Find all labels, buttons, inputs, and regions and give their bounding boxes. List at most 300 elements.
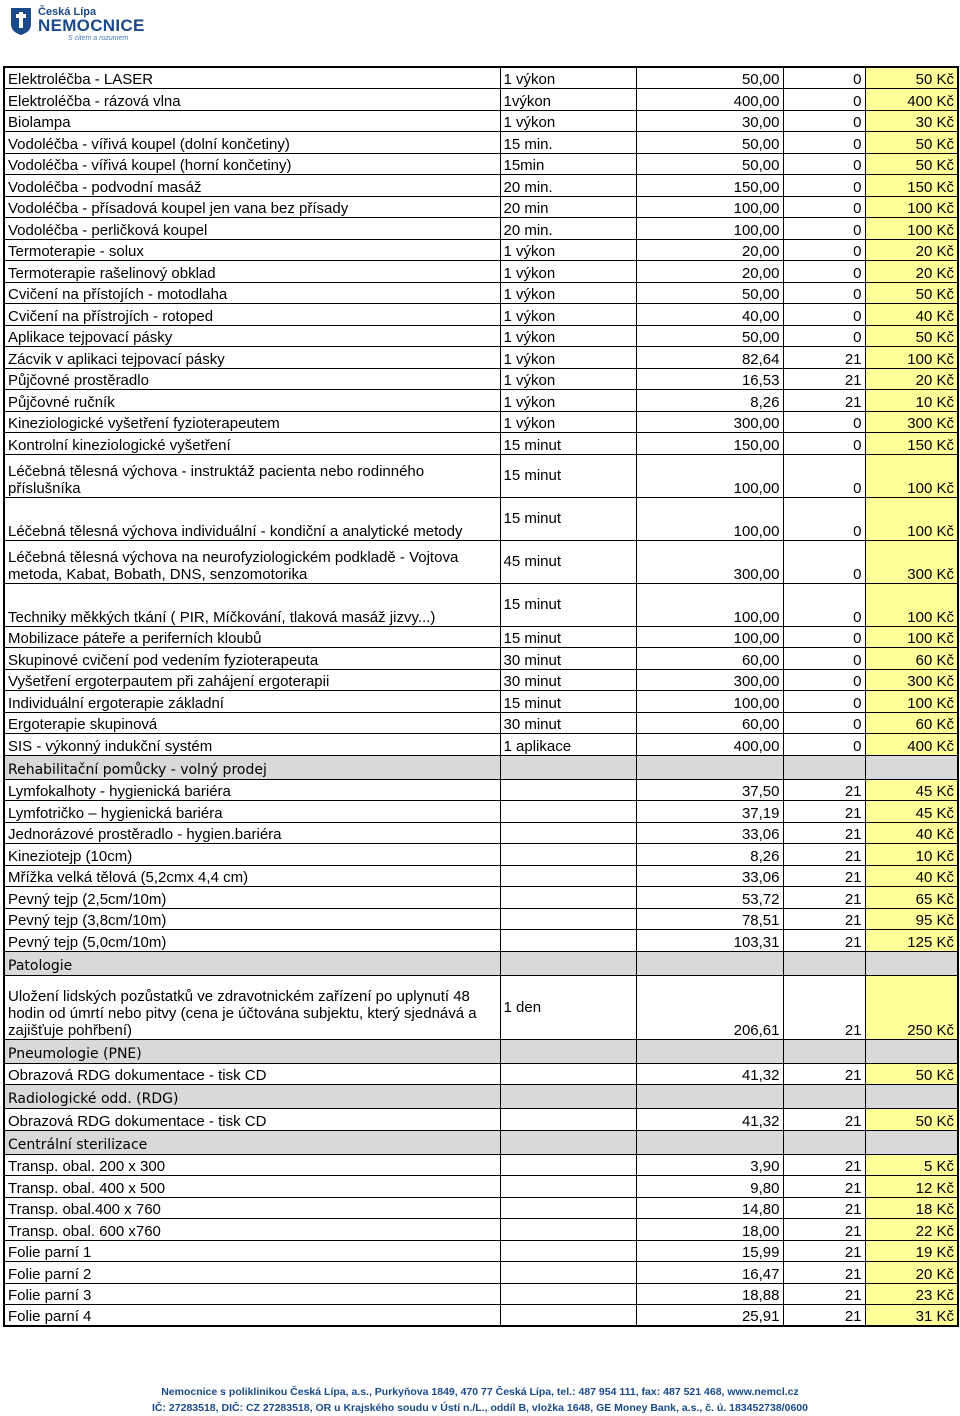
service-name: Pevný tejp (5,0cm/10m) [4,930,500,952]
service-unit: 1 výkon [500,282,636,304]
vat-rate: 21 [783,822,865,844]
base-price: 50,00 [636,67,783,89]
base-price: 37,19 [636,801,783,823]
final-price: 400 Kč [865,89,958,111]
service-name: Léčebná tělesná výchova na neurofyziologickém podkladě - Vojtova metoda, Kabat, Bobath, DNS, senzomotorika [4,540,500,583]
final-price: 20 Kč [865,239,958,261]
vat-rate: 21 [783,1219,865,1241]
service-name: Biolampa [4,110,500,132]
service-name: Transp. obal. 400 x 500 [4,1176,500,1198]
vat-rate: 0 [783,454,865,497]
service-name: Folie parní 4 [4,1305,500,1327]
price-row [4,801,958,823]
final-price: 10 Kč [865,844,958,866]
base-price: 100,00 [636,583,783,626]
section-title: Centrální sterilizace [4,1130,500,1154]
final-price: 30 Kč [865,110,958,132]
service-name: Elektroléčba - rázová vlna [4,89,500,111]
vat-rate: 21 [783,1240,865,1262]
price-list-table [3,66,959,1327]
service-unit: 1 výkon [500,390,636,412]
service-unit: 1 výkon [500,110,636,132]
service-name: Jednorázové prostěradlo - hygien.bariéra [4,822,500,844]
empty-cell [500,951,636,975]
price-row [4,282,958,304]
vat-rate: 21 [783,908,865,930]
price-row [4,1283,958,1305]
base-price: 15,99 [636,1240,783,1262]
price-row [4,347,958,369]
service-name: Obrazová RDG dokumentace - tisk CD [4,1063,500,1085]
vat-rate: 0 [783,304,865,326]
service-unit [500,1197,636,1219]
base-price: 40,00 [636,304,783,326]
vat-rate: 0 [783,175,865,197]
vat-rate: 0 [783,153,865,175]
vat-rate: 0 [783,239,865,261]
empty-cell [865,1130,958,1154]
vat-rate: 0 [783,669,865,691]
final-price: 50 Kč [865,132,958,154]
price-row [4,1109,958,1131]
service-name: Aplikace tejpovací pásky [4,325,500,347]
final-price: 50 Kč [865,282,958,304]
base-price: 9,80 [636,1176,783,1198]
vat-rate: 0 [783,132,865,154]
vat-rate: 21 [783,887,865,909]
base-price: 25,91 [636,1305,783,1327]
service-unit: 1 výkon [500,325,636,347]
base-price: 82,64 [636,347,783,369]
price-row [4,734,958,756]
price-row [4,1240,958,1262]
section-header-row [4,1039,958,1063]
price-row [4,497,958,540]
vat-rate: 0 [783,648,865,670]
vat-rate: 21 [783,1176,865,1198]
logo-slogan: S citem a rozumem [68,35,129,42]
price-row [4,454,958,497]
service-unit: 15 minut [500,497,636,540]
final-price: 100 Kč [865,347,958,369]
final-price: 40 Kč [865,304,958,326]
final-price: 60 Kč [865,648,958,670]
final-price: 300 Kč [865,411,958,433]
final-price: 400 Kč [865,734,958,756]
service-unit: 15 minut [500,626,636,648]
empty-cell [636,755,783,779]
price-row [4,239,958,261]
price-row [4,669,958,691]
footer-address: Nemocnice s poliklinikou Česká Lípa, a.s., Purkyňova 1849, 470 77 Česká Lípa, tel.: 487 954 111, fax: 487 521 468, www.nemcl.cz [161,1386,799,1398]
empty-cell [500,755,636,779]
base-price: 100,00 [636,626,783,648]
empty-cell [636,1130,783,1154]
service-name: Vodoléčba - perličková koupel [4,218,500,240]
vat-rate: 21 [783,390,865,412]
final-price: 40 Kč [865,822,958,844]
base-price: 18,00 [636,1219,783,1241]
base-price: 103,31 [636,930,783,952]
service-name: Pevný tejp (2,5cm/10m) [4,887,500,909]
vat-rate: 21 [783,779,865,801]
price-row [4,132,958,154]
vat-rate: 21 [783,368,865,390]
final-price: 19 Kč [865,1240,958,1262]
service-unit: 1 aplikace [500,734,636,756]
service-unit: 1výkon [500,89,636,111]
base-price: 150,00 [636,175,783,197]
final-price: 100 Kč [865,218,958,240]
vat-rate: 21 [783,1154,865,1176]
final-price: 125 Kč [865,930,958,952]
empty-cell [636,1085,783,1109]
final-price: 150 Kč [865,433,958,455]
price-row [4,325,958,347]
vat-rate: 21 [783,1305,865,1327]
vat-rate: 0 [783,218,865,240]
price-row [4,691,958,713]
base-price: 30,00 [636,110,783,132]
service-name: Termoterapie - solux [4,239,500,261]
service-unit [500,1283,636,1305]
service-name: Lymfokalhoty - hygienická bariéra [4,779,500,801]
service-name: Zácvik v aplikaci tejpovací pásky [4,347,500,369]
footer-registration: IČ: 27283518, DIČ: CZ 27283518, OR u Krajského soudu v Ústí n./L., oddíl B, vložka 1648, GE Money Bank, a.s., č. ú. 183452738/0600 [152,1402,808,1414]
service-unit: 45 minut [500,540,636,583]
section-title: Rehabilitační pomůcky - volný prodej [4,755,500,779]
service-name: Transp. obal. 200 x 300 [4,1154,500,1176]
base-price: 50,00 [636,153,783,175]
base-price: 78,51 [636,908,783,930]
service-unit [500,908,636,930]
empty-cell [865,951,958,975]
service-unit [500,1240,636,1262]
service-unit [500,1219,636,1241]
vat-rate: 0 [783,110,865,132]
price-row [4,89,958,111]
base-price: 14,80 [636,1197,783,1219]
final-price: 50 Kč [865,1063,958,1085]
final-price: 95 Kč [865,908,958,930]
price-list-body [4,67,958,1326]
service-unit: 15 min. [500,132,636,154]
price-row [4,540,958,583]
service-unit [500,779,636,801]
empty-cell [783,1130,865,1154]
empty-cell [500,1085,636,1109]
vat-rate: 0 [783,583,865,626]
service-name: Termoterapie rašelinový obklad [4,261,500,283]
section-header-row [4,951,958,975]
base-price: 18,88 [636,1283,783,1305]
price-row [4,1154,958,1176]
base-price: 41,32 [636,1109,783,1131]
service-unit: 20 min [500,196,636,218]
section-header-row [4,1085,958,1109]
vat-rate: 0 [783,89,865,111]
service-name: Elektroléčba - LASER [4,67,500,89]
price-row [4,1305,958,1327]
service-unit [500,865,636,887]
vat-rate: 0 [783,497,865,540]
base-price: 100,00 [636,691,783,713]
final-price: 50 Kč [865,1109,958,1131]
final-price: 20 Kč [865,368,958,390]
price-row [4,1197,958,1219]
service-unit [500,1154,636,1176]
empty-cell [636,1039,783,1063]
service-unit [500,1176,636,1198]
service-name: Transp. obal. 600 x760 [4,1219,500,1241]
final-price: 100 Kč [865,497,958,540]
base-price: 50,00 [636,132,783,154]
service-unit: 1 výkon [500,368,636,390]
final-price: 300 Kč [865,669,958,691]
vat-rate: 0 [783,540,865,583]
base-price: 20,00 [636,261,783,283]
final-price: 10 Kč [865,390,958,412]
price-row [4,844,958,866]
price-row [4,433,958,455]
final-price: 100 Kč [865,454,958,497]
base-price: 100,00 [636,454,783,497]
service-unit: 20 min. [500,175,636,197]
base-price: 16,47 [636,1262,783,1284]
base-price: 33,06 [636,865,783,887]
section-header-row [4,1130,958,1154]
service-name: SIS - výkonný indukční systém [4,734,500,756]
base-price: 37,50 [636,779,783,801]
price-row [4,626,958,648]
service-name: Léčebná tělesná výchova individuální - kondiční a analytické metody [4,497,500,540]
price-row [4,865,958,887]
section-title: Pneumologie (PNE) [4,1039,500,1063]
service-name: Půjčovné ručník [4,390,500,412]
service-name: Ergoterapie skupinová [4,712,500,734]
vat-rate: 21 [783,1063,865,1085]
price-row [4,779,958,801]
service-unit [500,822,636,844]
price-row [4,712,958,734]
base-price: 33,06 [636,822,783,844]
service-unit [500,801,636,823]
price-row [4,583,958,626]
service-name: Vodoléčba - vířivá koupel (horní končetiny) [4,153,500,175]
price-row [4,218,958,240]
base-price: 400,00 [636,734,783,756]
service-unit: 1 den [500,975,636,1039]
empty-cell [783,755,865,779]
base-price: 100,00 [636,218,783,240]
vat-rate: 0 [783,712,865,734]
service-name: Uložení lidských pozůstatků ve zdravotnickém zařízení po uplynutí 48 hodin od úmrtí nebo pitvy (cena je účtována subjektu, který sjednává a zajišťuje pohřbení) [4,975,500,1039]
empty-cell [783,1085,865,1109]
service-unit [500,844,636,866]
service-name: Individuální ergoterapie základní [4,691,500,713]
service-name: Folie parní 3 [4,1283,500,1305]
service-name: Lymfotričko – hygienická bariéra [4,801,500,823]
vat-rate: 21 [783,865,865,887]
vat-rate: 0 [783,282,865,304]
base-price: 50,00 [636,325,783,347]
empty-cell [865,755,958,779]
base-price: 60,00 [636,648,783,670]
empty-cell [500,1039,636,1063]
service-unit: 1 výkon [500,347,636,369]
service-name: Skupinové cvičení pod vedením fyzioterapeuta [4,648,500,670]
service-name: Mřížka velká tělová (5,2cmx 4,4 cm) [4,865,500,887]
logo-city: Česká Lípa [38,6,97,18]
final-price: 31 Kč [865,1305,958,1327]
base-price: 100,00 [636,196,783,218]
final-price: 23 Kč [865,1283,958,1305]
empty-cell [783,951,865,975]
service-name: Transp. obal.400 x 760 [4,1197,500,1219]
price-row [4,67,958,89]
base-price: 400,00 [636,89,783,111]
vat-rate: 0 [783,734,865,756]
service-name: Cvičení na přístojích - motodlaha [4,282,500,304]
service-name: Léčebná tělesná výchova - instruktáž pacienta nebo rodinného příslušníka [4,454,500,497]
vat-rate: 0 [783,433,865,455]
vat-rate: 21 [783,347,865,369]
final-price: 50 Kč [865,153,958,175]
service-unit [500,930,636,952]
vat-rate: 0 [783,196,865,218]
empty-cell [865,1039,958,1063]
final-price: 20 Kč [865,261,958,283]
price-row [4,1262,958,1284]
price-row [4,648,958,670]
final-price: 100 Kč [865,583,958,626]
final-price: 45 Kč [865,801,958,823]
service-unit: 15 minut [500,691,636,713]
final-price: 12 Kč [865,1176,958,1198]
final-price: 20 Kč [865,1262,958,1284]
base-price: 3,90 [636,1154,783,1176]
vat-rate: 21 [783,1109,865,1131]
base-price: 206,61 [636,975,783,1039]
price-row [4,390,958,412]
service-unit [500,1262,636,1284]
base-price: 300,00 [636,411,783,433]
base-price: 41,32 [636,1063,783,1085]
service-name: Půjčovné prostěradlo [4,368,500,390]
service-name: Mobilizace páteře a periferních kloubů [4,626,500,648]
final-price: 65 Kč [865,887,958,909]
vat-rate: 21 [783,1197,865,1219]
service-unit: 1 výkon [500,304,636,326]
service-unit: 15 minut [500,433,636,455]
vat-rate: 0 [783,691,865,713]
service-unit [500,887,636,909]
price-row [4,175,958,197]
service-name: Folie parní 1 [4,1240,500,1262]
logo-title: NEMOCNICE [38,16,145,35]
final-price: 22 Kč [865,1219,958,1241]
vat-rate: 21 [783,801,865,823]
base-price: 53,72 [636,887,783,909]
final-price: 300 Kč [865,540,958,583]
vat-rate: 21 [783,1262,865,1284]
service-unit: 1 výkon [500,67,636,89]
service-unit: 30 minut [500,648,636,670]
price-row [4,1063,958,1085]
price-row [4,153,958,175]
final-price: 18 Kč [865,1197,958,1219]
price-row [4,1176,958,1198]
service-unit: 1 výkon [500,411,636,433]
base-price: 8,26 [636,844,783,866]
price-row [4,1219,958,1241]
service-name: Folie parní 2 [4,1262,500,1284]
base-price: 16,53 [636,368,783,390]
final-price: 250 Kč [865,975,958,1039]
vat-rate: 21 [783,930,865,952]
price-row [4,411,958,433]
service-name: Cvičení na přístrojích - rotoped [4,304,500,326]
section-title: Radiologické odd. (RDG) [4,1085,500,1109]
service-name: Kineziotejp (10cm) [4,844,500,866]
service-name: Vodoléčba - podvodní masáž [4,175,500,197]
price-row [4,908,958,930]
price-row [4,368,958,390]
final-price: 150 Kč [865,175,958,197]
service-name: Kontrolní kineziologické vyšetření [4,433,500,455]
price-row [4,975,958,1039]
service-unit [500,1063,636,1085]
vat-rate: 0 [783,67,865,89]
base-price: 8,26 [636,390,783,412]
service-name: Vyšetření ergoterpautem při zahájení ergoterapii [4,669,500,691]
service-unit [500,1305,636,1327]
service-unit [500,1109,636,1131]
price-row [4,110,958,132]
price-row [4,887,958,909]
service-unit: 15 minut [500,583,636,626]
vat-rate: 0 [783,411,865,433]
vat-rate: 21 [783,975,865,1039]
base-price: 50,00 [636,282,783,304]
final-price: 50 Kč [865,325,958,347]
footer [0,1384,960,1416]
final-price: 100 Kč [865,196,958,218]
final-price: 45 Kč [865,779,958,801]
service-unit: 20 min. [500,218,636,240]
service-name: Techniky měkkých tkání ( PIR, Míčkování, tlaková masáž jizvy...) [4,583,500,626]
final-price: 50 Kč [865,67,958,89]
service-unit: 1 výkon [500,239,636,261]
service-name: Vodoléčba - vířivá koupel (dolní končetiny) [4,132,500,154]
base-price: 20,00 [636,239,783,261]
final-price: 5 Kč [865,1154,958,1176]
logo-mark-icon [8,6,34,36]
price-row [4,930,958,952]
empty-cell [783,1039,865,1063]
final-price: 60 Kč [865,712,958,734]
empty-cell [636,951,783,975]
price-row [4,196,958,218]
vat-rate: 0 [783,626,865,648]
service-name: Obrazová RDG dokumentace - tisk CD [4,1109,500,1131]
service-name: Kineziologické vyšetření fyzioterapeutem [4,411,500,433]
service-name: Pevný tejp (3,8cm/10m) [4,908,500,930]
service-unit: 30 minut [500,669,636,691]
empty-cell [500,1130,636,1154]
final-price: 100 Kč [865,691,958,713]
vat-rate: 21 [783,1283,865,1305]
